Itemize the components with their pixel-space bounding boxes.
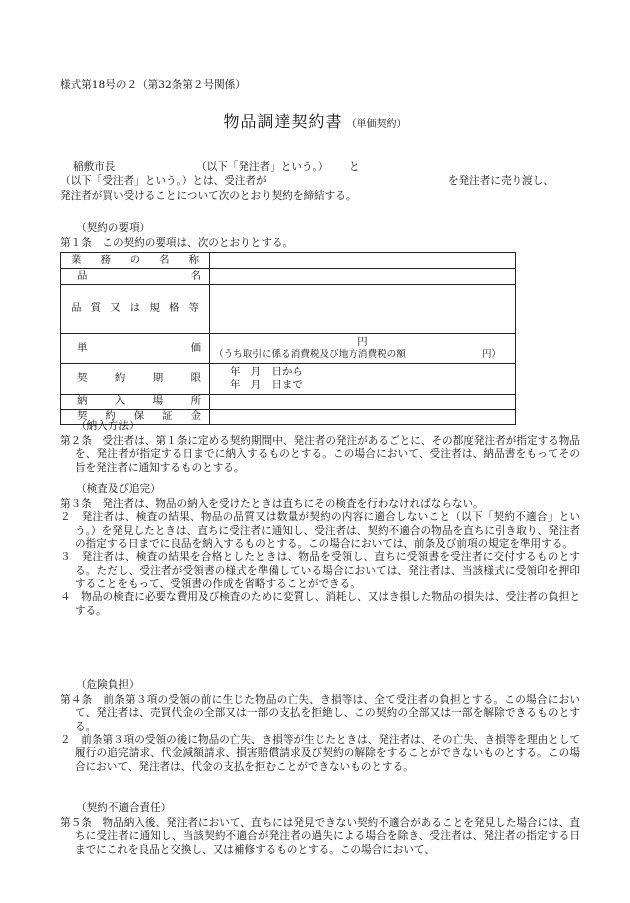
value-quality-spec <box>210 285 516 334</box>
value-contract-period <box>210 364 516 395</box>
article-1 <box>60 237 580 250</box>
requirements-table <box>60 252 516 425</box>
section-heading-2: （納入方法） <box>76 420 140 432</box>
preamble-conclude: 発注者が買い受けることについて次のとおり契約を締結する。 <box>60 189 357 202</box>
title-block <box>0 112 630 132</box>
article-5-text: 第５条 物品納入後、発注者において、直ちには発見できない契約不適合があることを発見した場合には、直ちに受注者に通知し、当該契約不適合が発注者の過失による場合を除き、受注者は、発注者の指定する日までにこれを良品と交換し、又は補修するものとする。この場合において、 <box>60 817 580 856</box>
section-heading-3: （検査及び追完） <box>76 483 161 495</box>
preamble <box>60 161 580 204</box>
value-unit-price <box>210 334 516 364</box>
section-heading-5: （契約不適合責任） <box>76 802 172 814</box>
value-security-deposit <box>210 410 516 425</box>
article-3-para-1: 第３条 発注者は、物品の納入を受けたときは直ちにその検査を行わなければならない。 <box>60 498 484 510</box>
label-item-name: 品 名 <box>61 269 210 285</box>
label-unit-price: 単 価 <box>61 334 210 364</box>
table-row <box>61 395 516 410</box>
article-3-para-3: ３ 発注者は、検査の結果を合格としたときは、物品を受領し、直ちに受領書を受注者に交付するものとする。ただし、受注者が受領書の様式を準備している場合においては、発注者は、当該様式に受領印を押印することをもって、受領書の作成を省略することができる。 <box>60 551 580 591</box>
preamble-contractor-def: （以下「受注者」という。）とは、受注者が <box>60 175 267 188</box>
table-row <box>61 334 516 364</box>
value-delivery-place <box>210 395 516 410</box>
label-quality-spec: 品 質 又 は 規 格 等 <box>61 285 210 334</box>
section-heading-1: （契約の要項） <box>76 222 151 234</box>
price-yen: 円 <box>357 335 368 348</box>
period-from: 年 月 日から <box>230 365 303 378</box>
preamble-orderer: 稲敷市長 <box>73 161 116 173</box>
label-service-name: 業 務 の 名 称 <box>61 253 210 269</box>
label-security-deposit: 契 約 保 証 金 <box>61 410 210 425</box>
document-title: 物品調達契約書 <box>223 112 343 131</box>
article-3 <box>60 498 580 618</box>
preamble-orderer-def: （以下「発注者」という。） <box>196 161 329 173</box>
preamble-and: と <box>349 161 360 173</box>
document-subtitle: （単価契約） <box>346 119 407 130</box>
table-row <box>61 285 516 334</box>
form-number: 様式第18号の２（第32条第２号関係） <box>60 79 246 91</box>
period-to: 年 月 日まで <box>230 379 303 391</box>
table-row <box>61 269 516 285</box>
value-service-name <box>210 253 516 269</box>
value-item-name <box>210 269 516 285</box>
preamble-sell: を発注者に売り渡し、 <box>448 175 554 188</box>
article-2 <box>60 435 580 475</box>
article-1-text: 第１条 この契約の要項は、次のとおりとする。 <box>60 237 294 249</box>
article-4 <box>60 694 580 774</box>
section-heading-4: （危険負担） <box>76 679 140 691</box>
label-delivery-place: 納 入 場 所 <box>61 395 210 410</box>
tax-note: （うち取引に係る消費税及び地方消費税の額 円） <box>214 349 501 361</box>
article-5 <box>60 817 580 857</box>
article-4-para-1: 第４条 前条第３項の受領の前に生じた物品の亡失、き損等は、全て受注者の負担とする。この場合において、発注者は、売買代金の全部又は一部の支払を拒絶し、この契約の全部又は一部を解除できるものとする。 <box>60 694 580 733</box>
article-2-text: 第２条 受注者は、第１条に定める契約期間中、発注者の発注があるごとに、その都度発注者が指定する物品を、発注者が指定する日までに納入するものとする。この場合において、受注者は、納品書をもってその旨を発注者に通知するものとする。 <box>60 435 580 474</box>
label-contract-period: 契 約 期 限 <box>61 364 210 395</box>
table-row <box>61 253 516 269</box>
article-3-para-2: ２ 発注者は、検査の結果、物品の品質又は数量が契約の内容に適合しないこと（以下「契約不適合」という。）を発見したときは、直ちに受注者に通知し、受注者は、契約不適合の物品を直ちに引き取り、発注者の指定する日までに良品を納入するものとする。この場合においては、前条及び前項の規定を準用する。 <box>60 511 580 551</box>
article-3-para-4: ４ 物品の検査に必要な費用及び検査のために変質し、消耗し、又はき損した物品の損失は、受注者の負担とする。 <box>60 591 580 617</box>
table-row <box>61 364 516 395</box>
article-4-para-2: ２ 前条第３項の受領の後に物品の亡失、き損等が生じたときは、発注者は、その亡失、き損等を理由として履行の追完請求、代金減額請求、損害賠償請求及び契約の解除をすることができないものとする。この場合において、発注者は、代金の支払を拒むことができないものとする。 <box>60 734 580 773</box>
